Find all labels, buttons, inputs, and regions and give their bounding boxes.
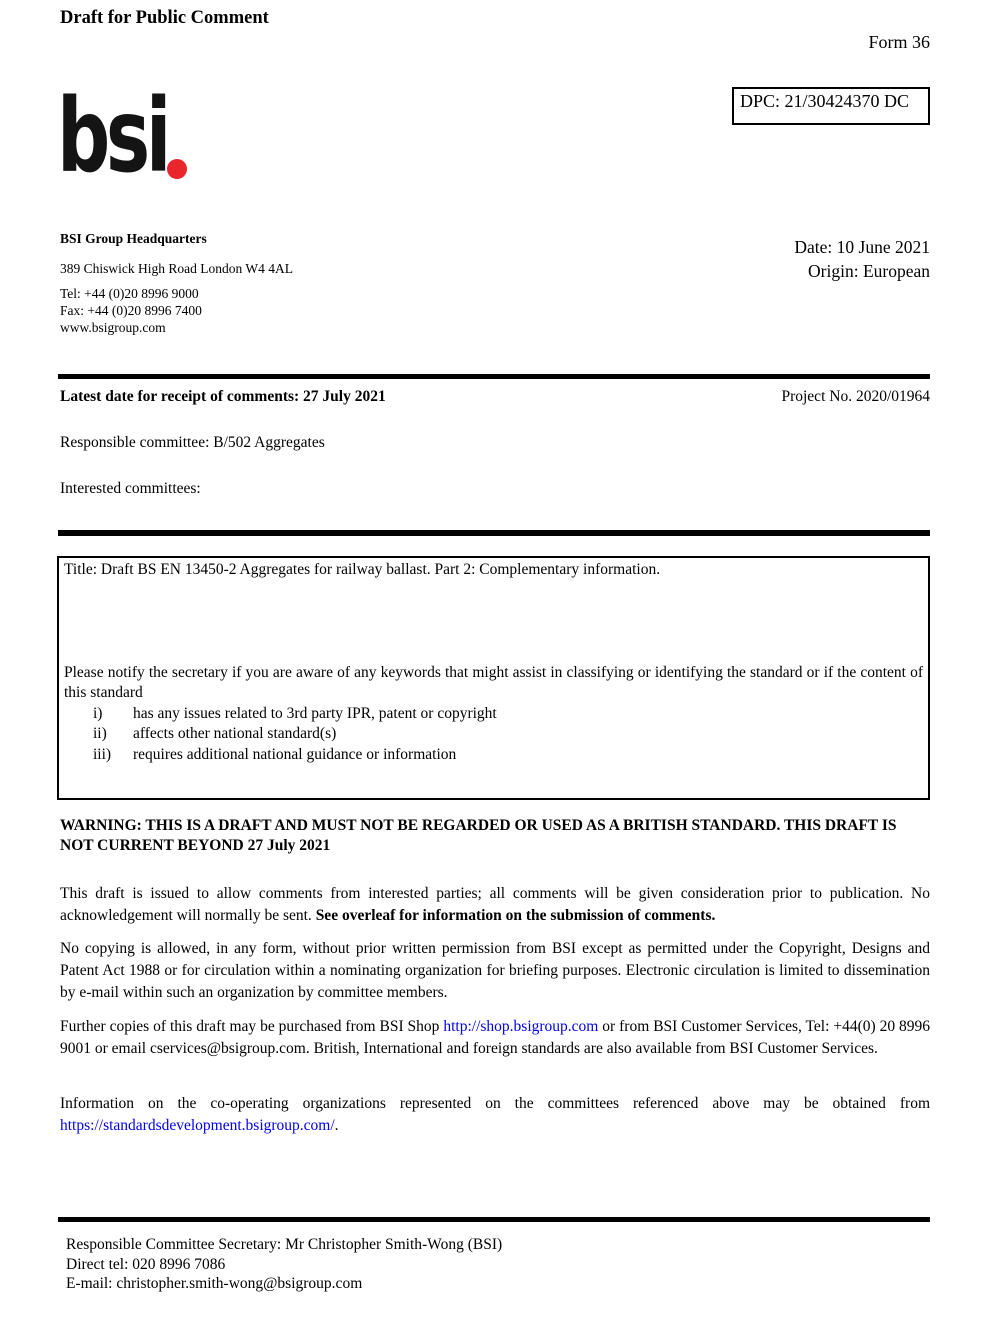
paragraph-no-copying: No copying is allowed, in any form, without prior written permission from BSI except as permitted under the Copyright, Designs and Patent Act 1988 or for circulation within a nominating organization for briefing purposes. Electronic circulation is limited to dissemination by e-mail within such an organization by committee members. bbox=[60, 940, 930, 1001]
hq-street-address: 389 Chiswick High Road London W4 4AL bbox=[60, 261, 293, 276]
secretary-direct-tel: Direct tel: 020 8996 7086 bbox=[66, 1255, 226, 1273]
standards-development-link[interactable]: https://standardsdevelopment.bsigroup.com/ bbox=[60, 1117, 335, 1134]
draft-warning: WARNING: THIS IS A DRAFT AND MUST NOT BE REGARDED OR USED AS A BRITISH STANDARD. THIS DRAFT IS NOT CURRENT BEYOND 27 July 2021 bbox=[60, 817, 897, 854]
comments-deadline-row bbox=[60, 388, 930, 406]
paragraph-further-copies bbox=[60, 1016, 930, 1060]
bsi-shop-link[interactable]: http://shop.bsigroup.com bbox=[443, 1018, 599, 1035]
bsi-logo bbox=[57, 77, 257, 196]
list-numeral: iii) bbox=[93, 745, 112, 763]
keyword-issue-item bbox=[64, 745, 923, 766]
list-numeral: i) bbox=[93, 704, 103, 722]
paragraph-cooperating-info bbox=[60, 1093, 930, 1137]
cooperating-info-text: Information on the co-operating organizations represented on the committees referenced above may be obtained from bbox=[60, 1095, 930, 1112]
standard-title: Title: Draft BS EN 13450-2 Aggregates for railway ballast. Part 2: Complementary information. bbox=[64, 561, 661, 578]
list-item-text: requires additional national guidance or information bbox=[133, 745, 457, 763]
bsi-logo-dot-icon bbox=[167, 159, 187, 179]
interested-committees: Interested committees: bbox=[60, 480, 201, 497]
secretary-name: Responsible Committee Secretary: Mr Christopher Smith-Wong (BSI) bbox=[66, 1236, 503, 1253]
dpc-number-box bbox=[732, 87, 930, 125]
keyword-issue-item bbox=[64, 704, 923, 725]
draft-issued-text: This draft is issued to allow comments from interested parties; all comments will be given consideration prior to publication. No acknowledgement will normally be sent. bbox=[60, 885, 930, 924]
headquarters-address-block bbox=[60, 231, 293, 336]
cooperating-info-text: . bbox=[334, 1117, 339, 1134]
hq-tel: Tel: +44 (0)20 8996 9000 bbox=[60, 286, 199, 301]
paragraph-draft-issued bbox=[60, 883, 930, 927]
latest-comments-date: Latest date for receipt of comments: 27 July 2021 bbox=[60, 388, 386, 405]
list-item-text: affects other national standard(s) bbox=[133, 725, 337, 742]
project-number: Project No. 2020/01964 bbox=[781, 388, 930, 405]
hq-contact-block bbox=[60, 285, 293, 336]
document-origin: Origin: European bbox=[808, 261, 930, 281]
hq-website: www.bsigroup.com bbox=[60, 320, 166, 335]
form-number-label: Form 36 bbox=[868, 32, 930, 52]
list-numeral: ii) bbox=[93, 725, 107, 742]
document-heading: Draft for Public Comment bbox=[60, 8, 269, 28]
secretary-email: E-mail: christopher.smith-wong@bsigroup.com bbox=[66, 1275, 363, 1292]
further-copies-text: or from BSI Customer Services, Tel: +44(0) 20 8996 9001 or email cservices@bsigroup.com. British, International and foreign standards are also available from BSI Customer Services. bbox=[60, 1018, 931, 1057]
keyword-issue-item bbox=[64, 724, 923, 745]
horizontal-rule-top bbox=[58, 374, 930, 379]
further-copies-text: Further copies of this draft may be purchased from BSI Shop bbox=[60, 1018, 444, 1035]
document-date: Date: 10 June 2021 bbox=[794, 237, 930, 257]
keyword-notify-text: Please notify the secretary if you are aware of any keywords that might assist in classifying or identifying the standard or if the content of this standard bbox=[64, 663, 923, 701]
dpc-number-text: DPC: 21/30424370 DC bbox=[740, 91, 910, 111]
list-item-text: has any issues related to 3rd party IPR, patent or copyright bbox=[133, 704, 497, 722]
see-overleaf-note: See overleaf for information on the submission of comments. bbox=[315, 907, 716, 924]
hq-title: BSI Group Headquarters bbox=[60, 231, 207, 246]
responsible-committee: Responsible committee: B/502 Aggregates bbox=[60, 434, 325, 451]
standard-title-box bbox=[57, 556, 930, 800]
bsi-logo-text: bsi bbox=[57, 77, 168, 196]
date-origin-block bbox=[794, 235, 930, 283]
keyword-issues-list bbox=[64, 704, 923, 766]
horizontal-rule-middle bbox=[58, 530, 930, 536]
hq-fax: Fax: +44 (0)20 8996 7400 bbox=[60, 303, 202, 318]
committee-secretary-block bbox=[66, 1235, 502, 1294]
horizontal-rule-bottom bbox=[58, 1217, 930, 1222]
